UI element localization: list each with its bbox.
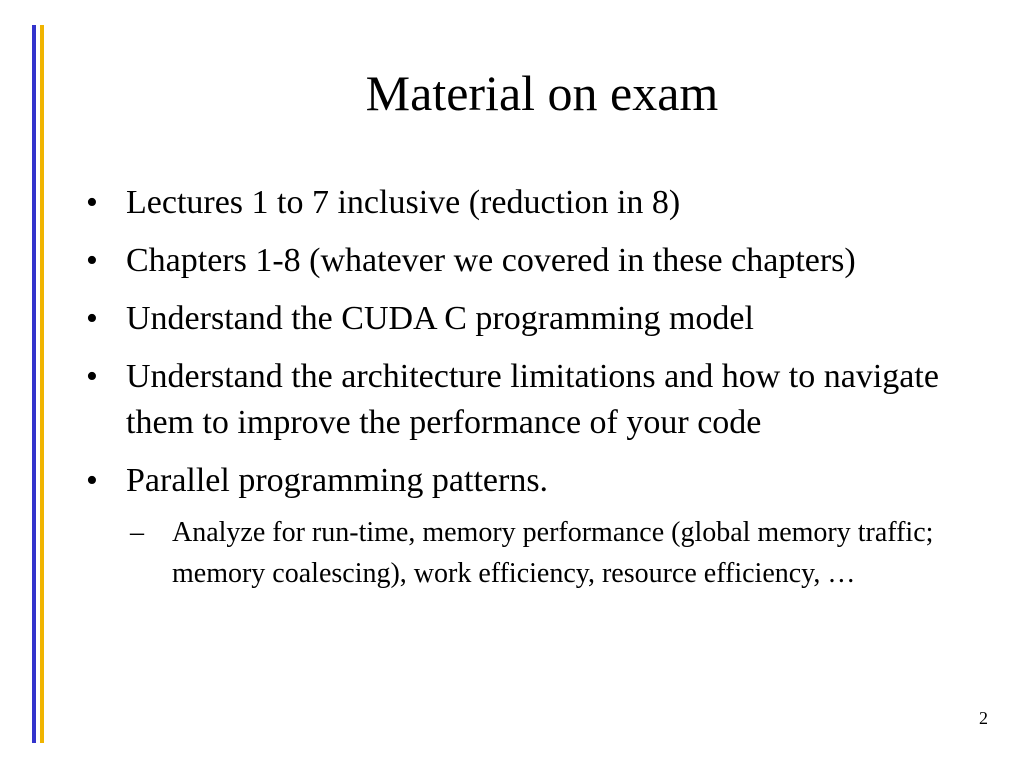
bullet-item: [84, 458, 989, 594]
bullet-marker: •: [86, 300, 98, 337]
sub-bullet-text: Analyze for run-time, memory performance (global memory traffic; memory coalescing), work efficiency, resource efficiency, …: [172, 517, 934, 589]
bullet-text: Understand the CUDA C programming model: [126, 300, 754, 337]
sub-bullet-marker: –: [130, 517, 144, 548]
bullet-text: Chapters 1-8 (whatever we covered in these chapters): [126, 242, 856, 279]
bullet-marker: •: [86, 184, 98, 221]
page-number: 2: [979, 708, 988, 728]
slide-title: Material on exam: [365, 65, 719, 121]
left-accent-bar-gold: [40, 25, 44, 743]
bullet-marker: •: [86, 358, 98, 395]
sub-bullet-item: [126, 512, 942, 594]
bullet-marker: •: [86, 242, 98, 279]
bullet-text: Parallel programming patterns.: [126, 462, 549, 499]
bullet-item: [84, 296, 989, 342]
bullet-marker: •: [86, 462, 98, 499]
left-accent-bar-blue: [32, 25, 36, 743]
bullet-item: [84, 354, 989, 446]
bullet-list: [84, 180, 989, 606]
bullet-text: Lectures 1 to 7 inclusive (reduction in 8): [126, 184, 681, 221]
bullet-item: [84, 180, 989, 226]
bullet-text: Understand the architecture limitations and how to navigate them to improve the performance of your code: [126, 358, 939, 441]
sub-bullet-list: [126, 512, 989, 594]
bullet-item: [84, 238, 989, 284]
